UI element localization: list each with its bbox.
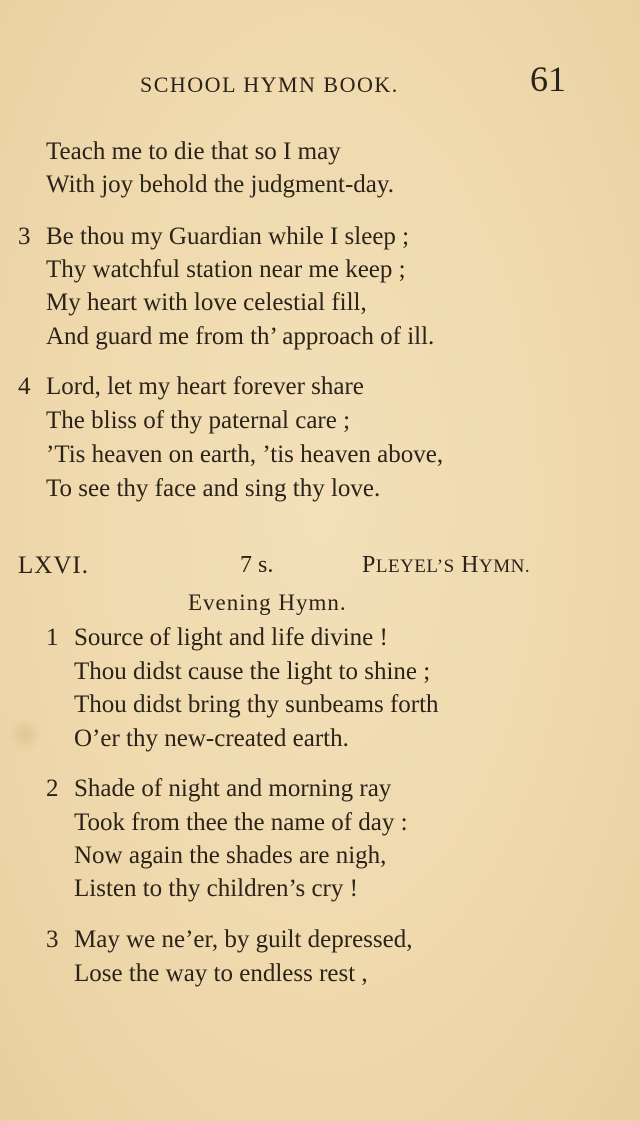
verse-number: 1 bbox=[46, 624, 59, 651]
verse-line: My heart with love celestial fill, bbox=[46, 289, 367, 316]
verse-number: 3 bbox=[46, 926, 59, 953]
hymn-meter: 7 s. bbox=[240, 552, 274, 578]
verse-line: With joy behold the judgment-day. bbox=[46, 171, 394, 198]
verse-line: Shade of night and morning ray bbox=[74, 775, 392, 802]
verse-line: Lord, let my heart forever share bbox=[46, 373, 364, 400]
verse-line: Thy watchful station near me keep ; bbox=[46, 256, 406, 283]
verse-line: Thou didst cause the light to shine ; bbox=[74, 658, 431, 685]
verse-line: Be thou my Guardian while I sleep ; bbox=[46, 223, 410, 250]
hymn-number: LXVI. bbox=[18, 552, 89, 579]
page-number: 61 bbox=[530, 59, 566, 99]
verse-line: Teach me to die that so I may bbox=[46, 138, 341, 165]
verse-line: O’er thy new-created earth. bbox=[74, 725, 349, 752]
verse-line: ’Tis heaven on earth, ’tis heaven above, bbox=[46, 441, 444, 468]
hymn-subtitle: Evening Hymn. bbox=[188, 590, 347, 615]
hymn-tune bbox=[362, 552, 530, 579]
verse-number: 4 bbox=[18, 373, 31, 400]
tune-initial: H bbox=[461, 552, 479, 578]
verse-number: 3 bbox=[18, 223, 31, 250]
verse-line: Source of light and life divine ! bbox=[74, 624, 388, 651]
verse-line: Listen to thy children’s cry ! bbox=[74, 875, 358, 902]
verse-line: Now again the shades are nigh, bbox=[74, 842, 387, 869]
verse-line: Took from thee the name of day : bbox=[74, 809, 408, 836]
tune-smallcaps: YMN. bbox=[479, 556, 531, 577]
verse-line: The bliss of thy paternal care ; bbox=[46, 407, 351, 434]
verse-line: To see thy face and sing thy love. bbox=[46, 475, 381, 502]
verse-line: And guard me from th’ approach of ill. bbox=[46, 323, 435, 350]
tune-initial: P bbox=[362, 552, 376, 578]
verse-number: 2 bbox=[46, 775, 59, 802]
running-header: SCHOOL HYMN BOOK. bbox=[140, 72, 399, 97]
verse-line: Thou didst bring thy sunbeams forth bbox=[74, 691, 439, 718]
tune-smallcaps: LEYEL’S bbox=[375, 556, 455, 577]
verse-line: May we ne’er, by guilt depressed, bbox=[74, 926, 413, 953]
paper-stain bbox=[8, 718, 42, 752]
verse-line: Lose the way to endless rest , bbox=[74, 960, 368, 987]
